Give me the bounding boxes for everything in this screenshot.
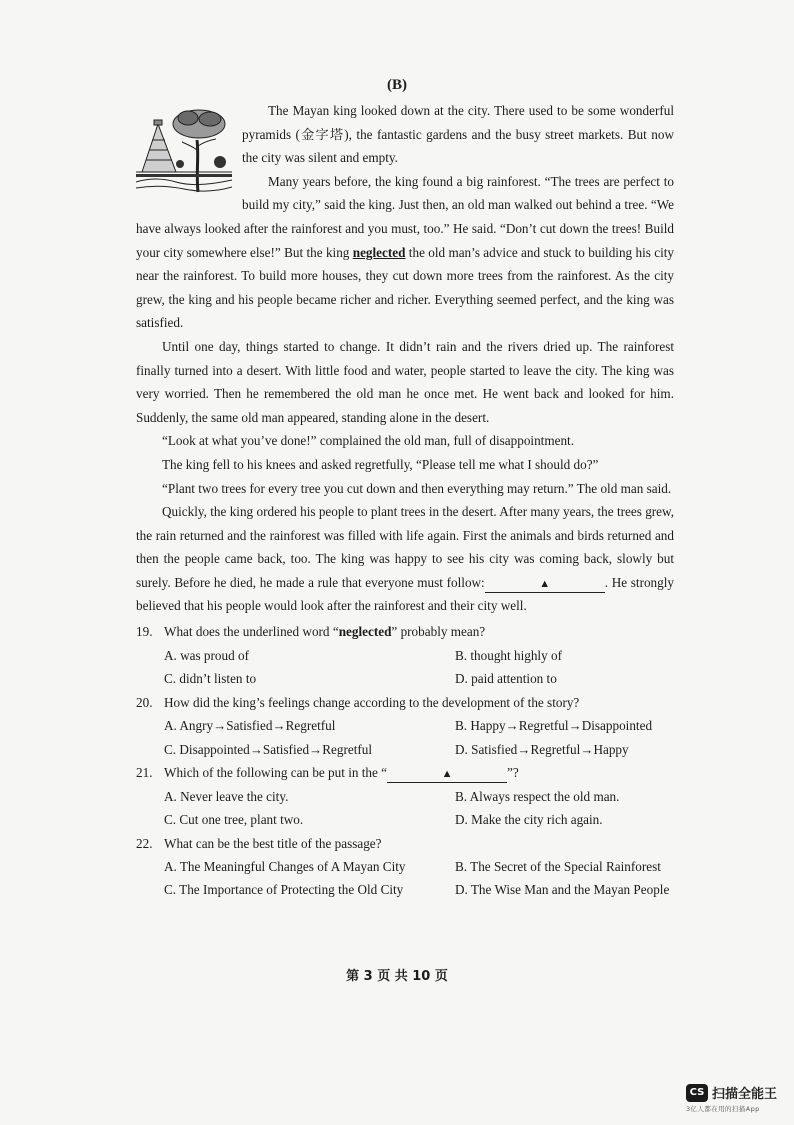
q20-option-b[interactable]: B. Happy→Regretful→Disappointed [455, 718, 653, 733]
q22-option-b[interactable]: B. The Secret of the Special Rainforest [455, 859, 661, 874]
paragraph-3: Until one day, things started to change. It didn’t rain and the rivers dried up. The rainforest finally turned into a desert. With little food and water, people started to leave the city. The king was very worried. Then he remembered the old man he once met. He went back and looked for him. Suddenly, the same old man appeared, standing alone in the desert. [136, 338, 674, 425]
q19-option-c[interactable]: C. didn’t listen to [164, 671, 257, 686]
q21-option-c[interactable]: C. Cut one tree, plant two. [164, 812, 304, 827]
question-21: 21. Which of the following can be put in the “ ▲ ”? [136, 761, 696, 785]
question-19: 19. What does the underlined word “neglected” probably mean? [136, 624, 486, 639]
q20-option-c[interactable]: C. Disappointed→Satisfied→Regretful [164, 742, 373, 757]
paragraph-4: “Look at what you’ve done!” complained the old man, full of disappointment. [162, 433, 574, 449]
q21-option-a[interactable]: A. Never leave the city. [164, 789, 289, 804]
camscanner-watermark [686, 1083, 777, 1102]
section-title: (B) [387, 77, 407, 93]
paragraph-5: The king fell to his knees and asked regretfully, “Please tell me what I should do?” [162, 456, 599, 472]
underlined-keyword: neglected [352, 244, 406, 260]
paragraph-2-start: Many years before, the king found a big rainforest. “The trees are perfect to build my city,” said the king. Just then, an old man walked out behind a tree. “We have always looked after the rainforest and you must, too.” He said. “Don’t cut down the trees! Build your city somewhere else!” But the king [136, 173, 674, 260]
paragraph-2-end: the old man’s advice and stuck to building his city near the rainforest. To build more houses, they cut down more trees from the rainforest. As the city grew, the king and his people became richer and richer. Everything seemed perfect, and the king was satisfied. [136, 244, 674, 331]
question-keyword: neglected [338, 624, 392, 639]
question-20: 20. How did the king’s feelings change according to the development of the story? [136, 695, 580, 710]
q21-option-d[interactable]: D. Make the city rich again. [455, 812, 603, 827]
q22-option-a[interactable]: A. The Meaningful Changes of A Mayan City [164, 859, 406, 874]
page-number-footer: 第 3 页 共 10 页 [346, 969, 448, 984]
q19-option-d[interactable]: D. paid attention to [455, 671, 557, 686]
pyramid-tree-illustration [136, 102, 232, 194]
paragraph-1: The Mayan king looked down at the city. There used to be some wonderful pyramids (金字塔), the fantastic gardens and the busy street markets. But now the city was silent and empty. [242, 103, 674, 166]
passage-block [136, 99, 674, 618]
camscanner-name: 扫描全能王 [712, 1087, 778, 1102]
answer-blank[interactable]: ▲ [485, 576, 605, 593]
camscanner-tagline: 3亿人都在用的扫描App [686, 1105, 760, 1113]
q21-option-b[interactable]: B. Always respect the old man. [455, 789, 620, 804]
q19-option-b[interactable]: B. thought highly of [455, 648, 562, 663]
paragraph-6: “Plant two trees for every tree you cut down and then everything may return.” The old man said. [162, 480, 672, 496]
paragraph-7-end: . He strongly believed that his people would look after the rainforest and their city well. [136, 574, 675, 614]
q20-option-d[interactable]: D. Satisfied→Regretful→Happy [455, 742, 629, 757]
q19-option-a[interactable]: A. was proud of [164, 648, 249, 663]
question-blank: ▲ [387, 766, 507, 783]
q20-option-a[interactable]: A. Angry→Satisfied→Regretful [164, 718, 336, 733]
paragraph-7-start: Quickly, the king ordered his people to plant trees in the desert. After many years, the trees grew, the rain returned and the rainforest was filled with life again. First the animals and birds returned and then the people came back, too. The king was happy to see his city was coming back, slowly but surely. Before he died, he made a rule that everyone must follow: [136, 504, 674, 590]
q22-option-d[interactable]: D. The Wise Man and the Mayan People [455, 882, 670, 897]
question-22: 22. What can be the best title of the passage? [136, 836, 382, 851]
camscanner-logo-icon: CS [686, 1084, 708, 1102]
q22-option-c[interactable]: C. The Importance of Protecting the Old City [164, 882, 404, 897]
